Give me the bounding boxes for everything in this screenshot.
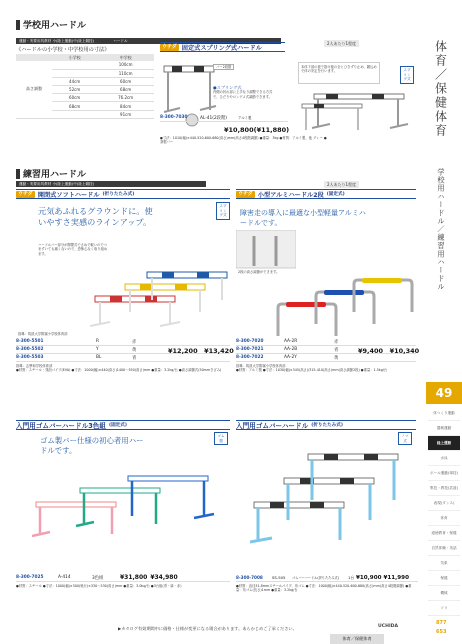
sidebar-item[interactable]: 体つくり運動 [428,406,460,421]
product1-image-2 [300,86,415,136]
product3-name-sub: (固定式) [326,192,345,197]
section-bar-icon [16,20,20,30]
product3-model: AA-2B [284,347,298,352]
right-sidebar [426,40,456,374]
product5-qty: 1台 [348,574,355,580]
product5-order-row [236,574,418,582]
product4-price-value: ¥31,800 [120,574,148,581]
product4-tag: ゴム製 [214,432,228,445]
product2-image [90,268,230,328]
uchida-logo: ウチダ [162,43,177,50]
product4-catch: ゴム製バー仕様の初心者用ハードルです。 [40,436,144,455]
product1-callout: バー2段階 [213,64,234,70]
product3-callout: 2段の高さ調節ができます。 [238,270,280,274]
product2-model: BL [96,355,102,360]
sidebar-item[interactable]: ボール運動(球技) [428,466,460,481]
section-title-text: 練習用ハードル [23,170,87,180]
product1-spec: ●寸法：1010(幅)×440-520-600-680(高さ)mm(高さ4段階調節) ●重量：3kg ●材質：アルミ製、他 グレー ●茶製バー [160,136,327,145]
product3-badge [324,181,359,188]
product5-model: SS-505 [272,575,286,580]
product5-name: 入門用ゴムバーハードル [236,422,309,430]
product4-model: A-414 [58,575,71,580]
product3-code[interactable]: 8-300-7022 [236,355,264,360]
footer-label: 体育／保健体育 [330,634,384,644]
size-cell: 68cm [52,102,97,110]
product3-badge-text: 2人あたり1程度 [327,182,357,187]
product1-bullet-block [213,86,278,99]
product2-desc: ハードルバー部分が開閉式でさめで軽いのでつまずいても痛くないので、恐怖心なく取り組めます。 [38,243,108,256]
product3-price-tax: ¥10,340 [389,347,420,355]
product1-badge-text: 2人あたり1程度 [327,41,357,46]
size-cell: 52cm [52,86,97,94]
size-th-elem: 小学校 [52,54,97,61]
product5-price-value: ¥10,900 [356,574,382,581]
product2-model: Y [96,347,99,352]
product3-color: 黄 [334,355,339,361]
product1-darkbar-text: 運動・実要用具教材 小(陸上運動)中(陸上競技) [19,39,95,43]
product5-name-sub: (折りたたみ式) [311,423,343,428]
product3-code[interactable]: 8-300-7020 [236,339,264,344]
product3-code[interactable]: 8-300-7021 [236,347,264,352]
page-ref-2-text: 653 [436,629,447,635]
product2-price-tax: ¥13,420 [204,347,234,355]
size-th-junior: 中学校 [97,54,154,61]
section-bar-icon [16,169,20,179]
product1-price [224,126,289,134]
product3-spec: 指導：筑波大学附属小学校体育部 ●材質：アルミ製 ●寸法：1030(幅)×345(高さ)/315-410(高さ)mm(高さ調節2段) ●重量：1.5kg/台 [236,364,388,373]
size-cell: 110cm [97,69,154,77]
size-cell: 44cm [52,77,97,85]
uchida-logo: ウチダ [18,190,33,197]
product1-order-row [160,114,288,122]
product3-color: 青 [334,347,339,353]
product2-price [168,346,234,355]
product2-color: 青 [132,355,137,361]
product5-code[interactable]: 8-300-7008 [236,575,263,580]
product2-tag: スプリング式 [216,202,230,220]
product2-catch: 元気あふれるグラウンドに。使いやすさ実感のラインアップ。 [38,206,153,227]
product2-name-sub: (折りたたみ式) [102,192,135,197]
product5-tag: ノマ式 [398,432,412,445]
product1-model: AL-41(2段階) [200,115,227,121]
product3-image [272,276,420,338]
product4-price-tax: ¥34,980 [150,574,178,581]
size-cell [52,110,97,118]
sidebar-item[interactable]: 機械 [428,586,460,601]
size-cell: 91cm [97,110,154,118]
size-row-label: 高さ調整 [16,61,52,118]
product4-qty: 3色組 [92,575,104,581]
sidebar-item[interactable]: 表現(ダンス) [428,496,460,511]
product3-detail-image [236,230,296,275]
product2-code[interactable]: 8-300-5502 [16,347,44,352]
size-cell: 68cm [97,86,154,94]
product4-title-bar [16,420,230,430]
product1-title-bar [160,42,285,52]
sidebar-item[interactable]: 水泳 [428,451,460,466]
product3-model: AA-2Y [284,355,297,360]
page-ref-1[interactable] [436,620,446,626]
product1-color: アルミ製 [238,116,252,120]
product5-price-tax: ¥11,990 [383,574,409,581]
product1-price-tax: (¥11,880) [253,126,290,134]
spring-tag: スプリング式 [400,66,414,84]
uchida-brand-logo: UCHIDA [378,624,399,629]
sidebar-vertical-title: 体育／保健体育 [433,40,448,138]
product4-order-row [16,574,230,582]
product3-title-bar [236,189,416,199]
product2-darkbar: 運動・実要用具教材 小(陸上運動)中(陸上競技) [16,181,206,187]
sidebar-item[interactable]: 体育 [428,511,460,526]
product2-note: 指導：筑波大学附属小学校体育部 [18,332,68,336]
product4-name: 入門用ゴムバーハードル3色組 [16,422,106,430]
product1-desc: 本体下部の板で掛け板の全とひきずり止め、競込めで体の安定を行います。 [298,62,380,84]
table-row [16,338,230,346]
section-title-school-hurdle [16,18,86,31]
product1-darkbar-right: ハードル [113,39,128,43]
product4-image [32,468,222,548]
sidebar-nav [428,406,460,616]
product1-price-value: ¥10,800 [224,126,254,134]
product2-spec: 指導：志摩和学校体育部 ●材質：スチール・発泡パイプ(EVA) ●寸法：1000(幅)×440(高さ)1400～550(高さ)mm ●重量：3.2kg/台 ●高さ調節式(50mmきざみ) [16,364,222,373]
product5-desc: ゴムバーハードル(折りたたみ式) [292,576,339,580]
product2-color: 赤 [132,339,137,345]
size-cell: 60cm [52,94,97,102]
sidebar-item[interactable]: 道徳教育・保健 [428,526,460,541]
product1-code[interactable]: 8-300-7030 [160,115,188,120]
product1-bullet: ●スプリング式 [213,85,242,90]
size-cell: 100cm [97,61,154,69]
section-title-practice-hurdle [16,167,86,180]
sidebar-item[interactable]: 集技・教技(武道) [428,481,460,496]
product2-name: 開閉式ソフトハードル [37,191,100,199]
uchida-logo: ウチダ [238,190,253,197]
product3-model: AA-2R [284,339,298,344]
size-cell: 60cm [97,77,154,85]
product2-price-value: ¥12,200 [168,347,198,355]
page-number: 49 [426,382,462,404]
size-table [16,54,154,119]
size-cell [52,61,97,69]
product2-title-bar [16,189,230,199]
product2-code[interactable]: 8-300-5501 [16,339,44,344]
page-ref-2[interactable] [436,629,446,635]
sidebar-item[interactable]: 保健 [428,571,460,586]
sidebar-item[interactable]: 器械運動 [428,421,460,436]
sidebar-vertical-subtitle: 学校用ハードル／練習用ハードル [437,168,446,291]
product3-price [358,346,419,355]
sidebar-item[interactable]: ソリ [428,601,460,616]
product4-name-sub: (固定式) [108,423,127,428]
size-th-blank [16,54,52,61]
product5-image [250,448,400,558]
table-row [236,354,416,362]
product3-name: 小型アルミハードル2段 [257,191,324,199]
size-table-title: 《ハードルの小学校・中学校用の寸法》 [16,47,110,53]
product1-bullet-desc: 内側の折れ部に上手なり調整できる方式で、ひだりやロングメ式調節できます。 [213,90,273,99]
section-title-text: 学校用ハードル [23,21,87,31]
size-cell: 84cm [97,102,154,110]
product4-code[interactable]: 8-300-7025 [16,575,44,580]
product2-color: 黄 [132,347,137,353]
table-row [16,354,230,362]
table-row [236,338,416,346]
product3-catch: 障害走の導入に最適な小型軽量アルミハードルです。 [240,209,366,227]
size-cell [52,69,97,77]
footer-note: ▶カタログ有効期間中に価格・仕様が変更になる場合があります。あらかじめご了承ください。 [118,626,297,631]
product4-spec: ●材質：スチール ●寸法：1000(幅)×300(奥行)×330～530(高さ)mm ●重量：3.0kg/台 ●3台組(青・緑・赤) [16,584,182,588]
product2-code[interactable]: 8-300-5503 [16,355,44,360]
product1-badge [324,40,359,47]
sidebar-item[interactable]: 自然体験・英話 [428,541,460,556]
product2-model: R [96,339,99,344]
product3-price-value: ¥9,400 [358,347,384,355]
sidebar-item-active[interactable]: 陸上運動 [428,436,460,451]
size-cell: 76.2cm [97,94,154,102]
sidebar-item[interactable]: 気象 [428,556,460,571]
product5-spec: ●材質：直径31.8mmスチールパイプ、布ゴム ●寸法：1000(幅)×440-520-600-680(高さ)mm(高さ4段階調節) ●重量：布ゴム(長さ)1mm ●重量：3.2kg/台 [236,584,412,593]
product3-color: 赤 [334,339,339,345]
page-ref-1-text: 877 [436,620,447,626]
product5-title-bar [236,420,416,430]
product1-name: 固定式スプリング式ハードル [181,44,262,52]
